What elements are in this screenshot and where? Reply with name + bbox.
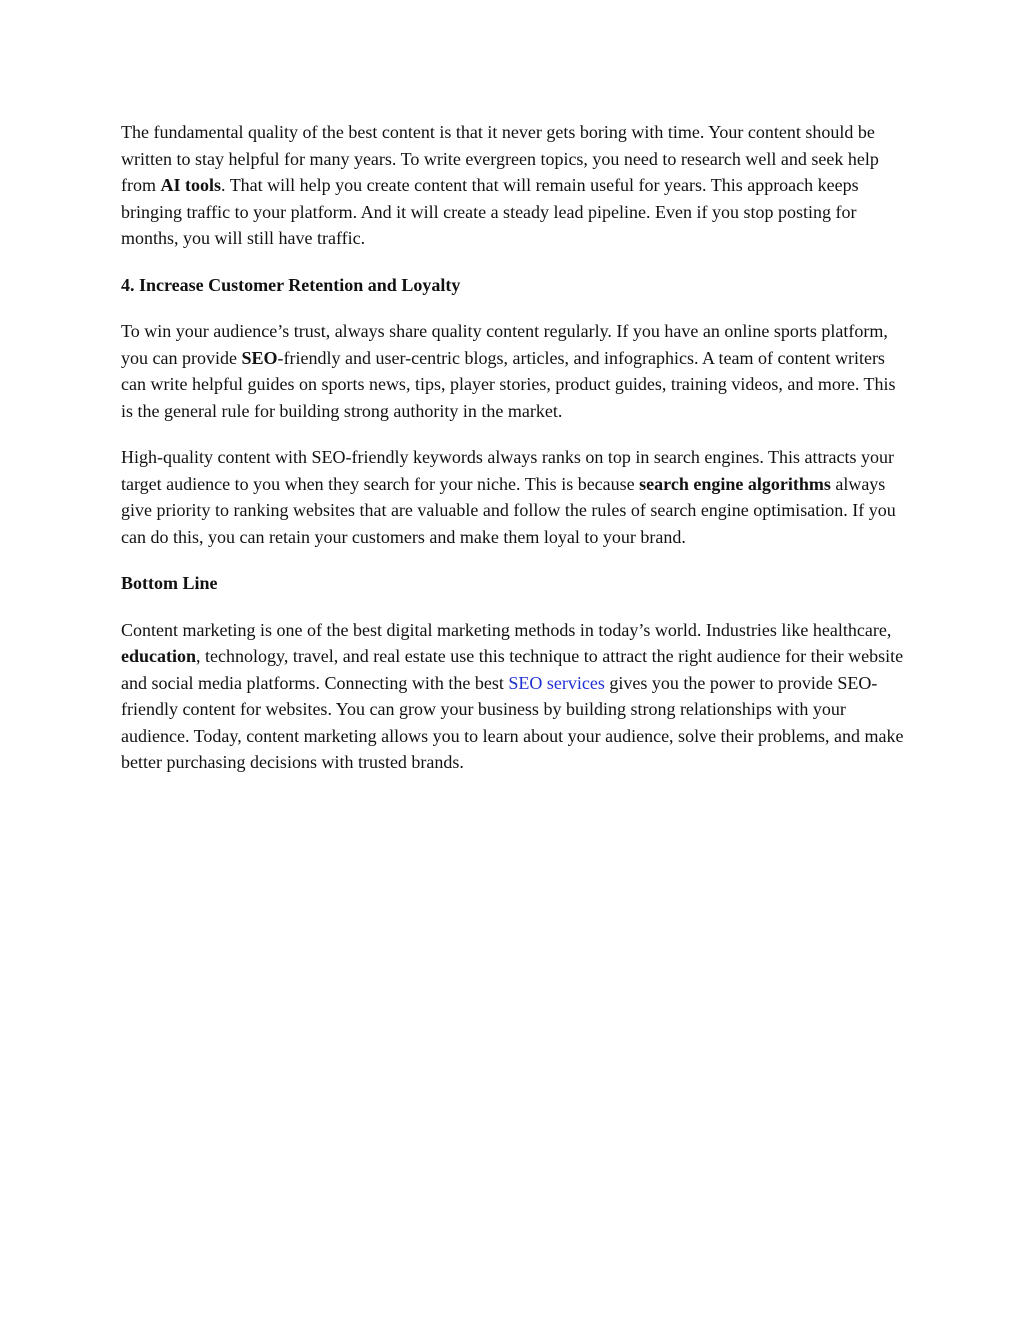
paragraph-text: High-quality content with SEO-friendly keywords always ranks on top in search engines. This attracts your target audience to you when they search for your niche. This is because [121, 447, 894, 494]
bold-search-engine-algorithms: search engine algorithms [639, 473, 831, 494]
paragraph-text: Content marketing is one of the best digital marketing methods in today’s world. Industries like healthcare, [121, 619, 892, 640]
paragraph-search-engines [121, 444, 905, 550]
section-heading-retention: 4. Increase Customer Retention and Loyalty [121, 274, 461, 295]
paragraph-conclusion [121, 617, 905, 776]
paragraph-text: To win your audience’s trust, always share quality content regularly. If you have an online sports platform, you can provide [121, 321, 888, 368]
paragraph-text: . That will help you create content that will remain useful for years. This approach keeps bringing traffic to your platform. And it will create a steady lead pipeline. Even if you stop posting for months, you will still have traffic. [121, 175, 859, 248]
section-heading-bottom-line: Bottom Line [121, 573, 218, 593]
bold-ai-tools: AI tools [160, 175, 222, 195]
bold-seo: SEO [241, 347, 278, 368]
paragraph-text: always give priority to ranking websites that are valuable and follow the rules of search engine optimisation. If you can do this, you can retain your customers and make them loyal to your brand. [121, 473, 896, 547]
paragraph-evergreen [121, 119, 905, 252]
bold-education: education [121, 646, 197, 666]
seo-services-link[interactable]: SEO services [508, 672, 605, 693]
paragraph-text: gives you the power to provide SEO-friendly content for websites. You can grow your business by building strong relationships with your audience. Today, content marketing allows you to learn about your audience, solve their problems, and make better purchasing decisions with trusted brands. [121, 672, 904, 772]
paragraph-trust [121, 318, 905, 424]
paragraph-text: -friendly and user-centric blogs, articles, and infographics. A team of content writers can write helpful guides on sports news, tips, player stories, product guides, training videos, and more. This is the general rule for building strong authority in the market. [121, 347, 896, 421]
paragraph-text: , technology, travel, and real estate use this technique to attract the right audience for their website and social media platforms. Connecting with the best [121, 646, 904, 693]
paragraph-text: The fundamental quality of the best content is that it never gets boring with time. Your content should be written to stay helpful for many years. To write evergreen topics, you need to research well and seek help from [121, 122, 879, 195]
document-page [121, 119, 905, 796]
